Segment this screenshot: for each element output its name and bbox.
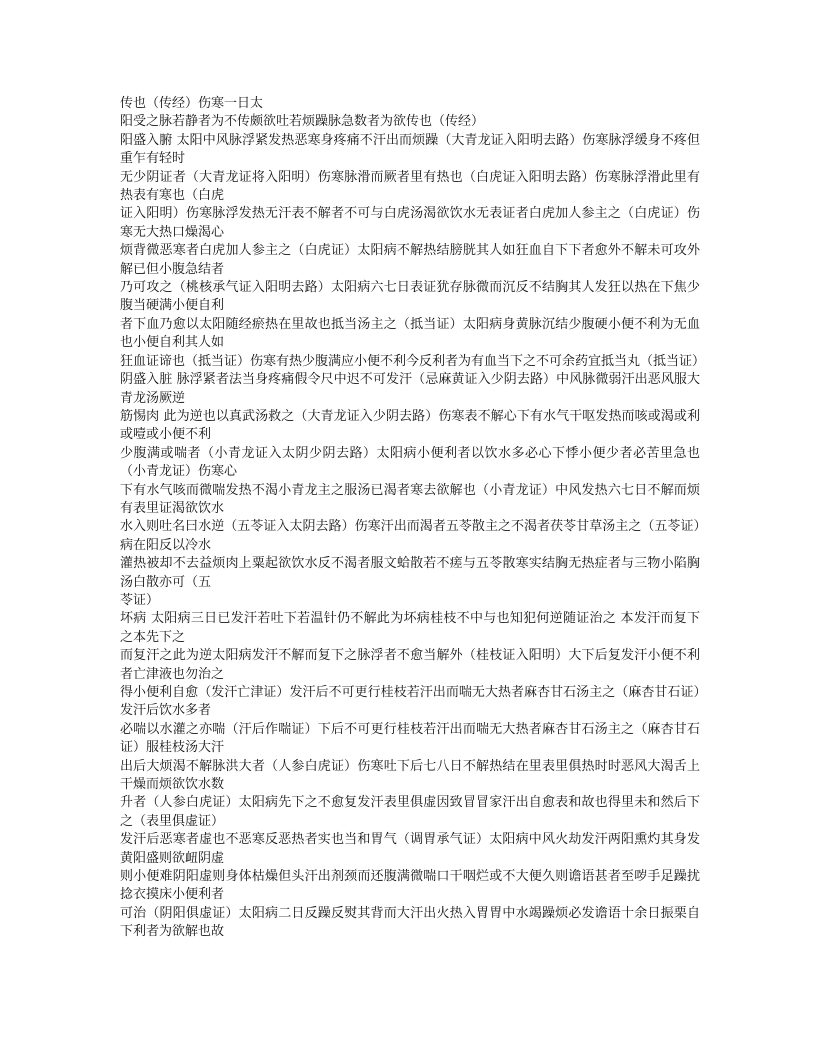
text-paragraph: 者下血乃愈以太阳随经瘀热在里故也抵当汤主之（抵当证）太阳病身黄脉沉结少腹硬小便不利为无血也小便自利其人如: [120, 316, 700, 351]
text-paragraph: 无少阴证者（大青龙证将入阳明）伤寒脉滑而厥者里有热也（白虎证入阳明去路）伤寒脉浮滑此里有热表有寒也（白虎: [120, 169, 700, 204]
text-paragraph: 可治（阴阳俱虚证）太阳病二日反躁反熨其背而大汗出火热入胃胃中水竭躁烦必发谵语十余日振栗自下利者为欲解也故: [120, 905, 700, 940]
text-paragraph: 少腹满或喘者（小青龙证入太阴少阴去路）太阳病小便利者以饮水多必心下悸小便少者必苦里急也（小青龙证）伤寒心: [120, 445, 700, 480]
text-paragraph: 则小便难阴阳虚则身体枯燥但头汗出剂颈而还腹满微喘口干咽烂或不大便久则谵语甚者至哕手足躁扰捻衣摸床小便利者: [120, 869, 700, 903]
text-paragraph: 得小便利自愈（发汗亡津证）发汗后不可更行桂枝若汗出而喘无大热者麻杏甘石汤主之（麻杏甘石证）发汗后饮水多者: [120, 685, 700, 719]
text-paragraph: 筋惕肉 此为逆也以真武汤救之（大青龙证入少阴去路）伤寒表不解心下有水气干呕发热而咳或渴或利或噎或小便不利: [120, 408, 700, 443]
text-paragraph: 阳受之脉若静者为不传颇欲吐若烦躁脉急数者为欲传也（传经）: [120, 114, 485, 130]
text-paragraph: 传也（传经）伤寒一日太: [120, 96, 264, 111]
text-paragraph: 下有水气咳而微喘发热不渴小青龙主之服汤已渴者寒去欲解也（小青龙证）中风发热六七日不解而烦有表里证渴欲饮水: [120, 482, 700, 516]
text-paragraph: 而复汗之此为逆太阳病发汗不解而复下之脉浮者不愈当解外（桂枝证入阳明）大下后复发汗小便不利者亡津液也勿治之: [120, 648, 700, 682]
text-paragraph: 坏病 太阳病三日已发汗若吐下若温针仍不解此为坏病桂枝不中与也知犯何逆随证治之 本发汗而复下之本先下之: [120, 611, 700, 645]
text-paragraph: 发汗后恶寒者虚也不恶寒反恶热者实也当和胃气（调胃承气证）太阳病中风火劫发汗两阳熏灼其身发黄阳盛则欲衄阴虚: [120, 832, 700, 866]
text-paragraph: 灌热被却不去益烦肉上粟起欲饮水反不渴者服文蛤散若不瘥与五苓散寒实结胸无热症者与三物小陷胸汤白散亦可（五: [120, 556, 700, 590]
text-paragraph: 苓证）: [120, 592, 160, 608]
text-paragraph: 乃可攻之（桃核承气证入阳明去路）太阳病六七日表证犹存脉微而沉反不结胸其人发狂以热在下焦少腹当硬满小便自利: [120, 280, 700, 314]
text-paragraph: 必喘以水灌之亦喘（汗后作喘证）下后不可更行桂枝若汗出而喘无大热者麻杏甘石汤主之（麻杏甘石证）服桂枝汤大汗: [120, 721, 700, 756]
text-paragraph: 出后大烦渴不解脉洪大者（人参白虎证）伤寒吐下后七八日不解热结在里表里俱热时时恶风大渴舌上干燥而烦欲饮水数: [120, 758, 700, 793]
text-paragraph: 阳盛入腑 太阳中风脉浮紧发热恶寒身疼痛不汗出而烦躁（大青龙证入阳明去路）伤寒脉浮缓身不疼但重乍有轻时: [120, 132, 700, 167]
text-paragraph: 水入则吐名曰水逆（五苓证入太阴去路）伤寒汗出而渴者五苓散主之不渴者茯苓甘草汤主之（五苓证）病在阳反以冷水: [120, 519, 700, 553]
document-page: [120, 95, 706, 942]
text-paragraph: 狂血证谛也（抵当证）伤寒有热少腹满应小便不利今反利者为有血当下之不可余药宜抵当丸（抵当证）: [120, 353, 706, 369]
text-paragraph: 烦背微恶寒者白虎加人参主之（白虎证）太阳病不解热结膀胱其人如狂血自下下者愈外不解未可攻外解已但小腹急结者: [120, 243, 700, 277]
text-paragraph: 阴盛入脏 脉浮紧者法当身疼痛假令尺中迟不可发汗（忌麻黄证入少阴去路）中风脉微弱汗出恶风服大青龙汤厥逆: [120, 372, 700, 406]
text-paragraph: 证入阳明）伤寒脉浮发热无汗表不解者不可与白虎汤渴欲饮水无表证者白虎加人参主之（白虎证）伤寒无大热口燥渴心: [120, 206, 700, 240]
text-paragraph: 升者（人参白虎证）太阳病先下之不愈复发汗表里俱虚因致冒冒家汗出自愈表和故也得里未和然后下之（表里俱虚证）: [120, 795, 700, 829]
